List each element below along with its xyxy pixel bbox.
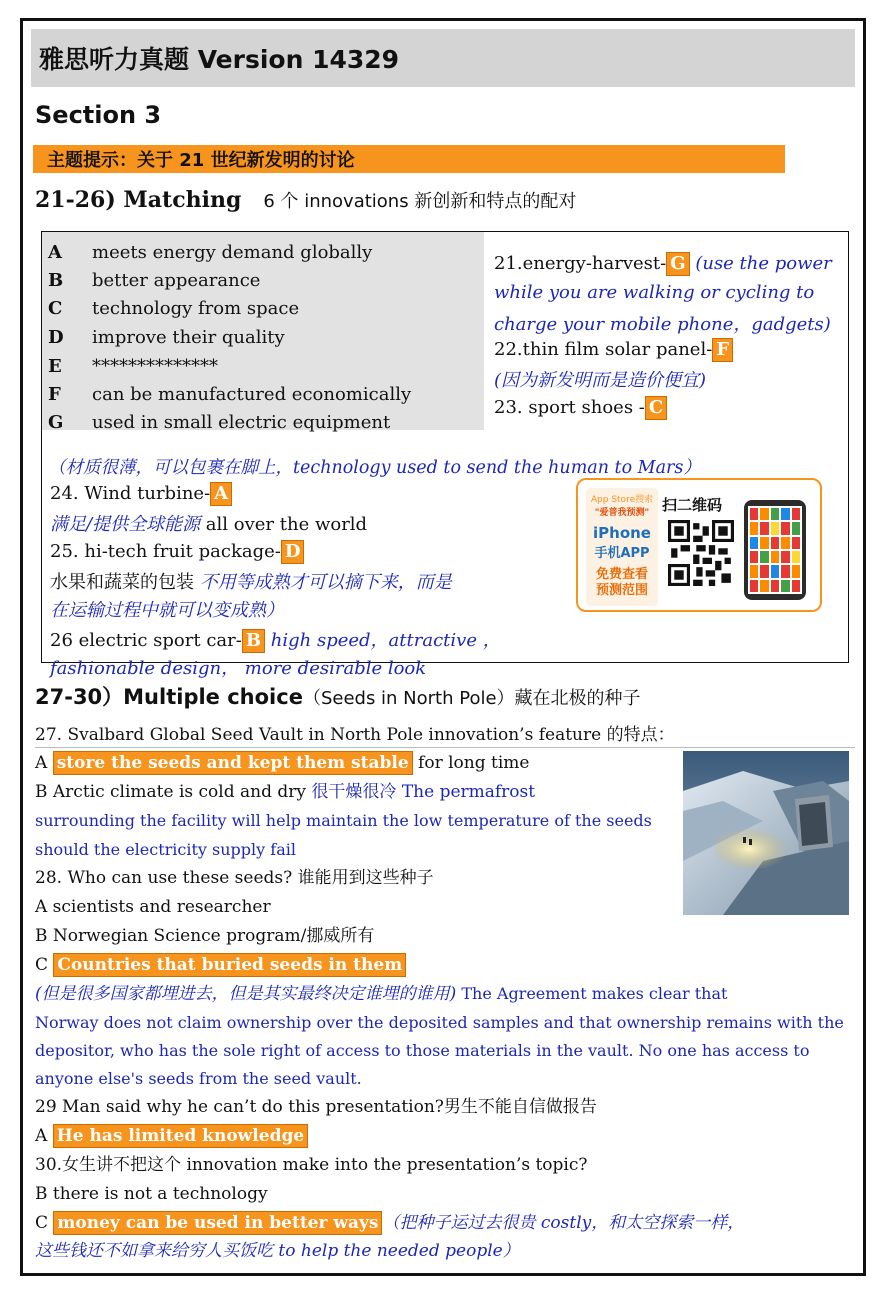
option-b: B better appearance <box>48 269 261 291</box>
answer-tag: Countries that buried seeds in them <box>53 953 406 977</box>
q26-line: 26 electric sport car- B high speed，attractive ， <box>50 630 501 651</box>
q21-note: while you are walking or cycling to <box>494 282 815 303</box>
q30-option-b: B there is not a technology <box>35 1184 268 1204</box>
q28-option-b: B Norwegian Science program/挪威所有 <box>35 926 375 946</box>
q22-note: (因为新发明而是造价便宜) <box>494 370 707 391</box>
answer-tag: F <box>712 338 733 362</box>
topic-bar: 主题提示：关于 21 世纪新发明的讨论 <box>33 145 785 173</box>
option-a: A meets energy demand globally <box>48 241 373 263</box>
option-g: G used in small electric equipment <box>48 411 391 433</box>
answer-tag: A <box>210 482 232 506</box>
q28-note: depositor, who has the sole right of access to those materials in the vault. No one has access to <box>35 1041 810 1060</box>
q25-note: 在运输过程中就可以变成熟） <box>50 600 284 621</box>
q21-note: charge your mobile phone，gadgets) <box>494 314 831 335</box>
matching-note: 6 个 innovations 新创新和特点的配对 <box>263 191 577 212</box>
q28-note: (但是很多国家都埋进去，但是其实最终决定谁埋的谁用) The Agreement makes clear that <box>35 984 728 1004</box>
q27-option-a: A store the seeds and kept them stable for long time <box>35 753 530 773</box>
mc-note: （Seeds in North Pole）藏在北极的种子 <box>302 688 641 709</box>
matching-title: 21-26) Matching <box>35 187 242 213</box>
q29-option-a: A He has limited knowledge <box>35 1122 855 1151</box>
q22-line: 22.thin film solar panel- F <box>494 338 733 362</box>
q24-note: 满足/提供全球能源 all over the world <box>50 514 368 535</box>
divider <box>35 747 855 748</box>
answer-tag: He has limited knowledge <box>53 1124 308 1148</box>
q24-line: 24. Wind turbine- A <box>50 482 232 506</box>
q29-text: 29 Man said why he can’t do this presentation?男生不能自信做报告 <box>35 1097 597 1117</box>
q27-b-note: surrounding the facility will help maintain the low temperature of the seeds <box>35 811 652 830</box>
q23-note: （材质很薄，可以包裹在脚上，technology used to send the human to Mars） <box>48 458 701 478</box>
q27-b-note: should the electricity supply fail <box>35 840 296 859</box>
q30-note: 这些钱还不如拿来给穷人买饭吃 to help the needed people） <box>35 1241 520 1261</box>
q21-line: 21.energy-harvest- G (use the power <box>494 253 832 274</box>
option-e: E ************** <box>48 355 218 377</box>
answer-tag: money can be used in better ways <box>53 1211 382 1235</box>
q28-option-c: C Countries that buried seeds in them <box>35 951 855 980</box>
phone-icon <box>744 500 806 600</box>
mc-heading <box>35 681 641 711</box>
q28-note: anyone else's seeds from the seed vault. <box>35 1069 362 1088</box>
q27-text: 27. Svalbard Global Seed Vault in North Pole innovation’s feature 的特点： <box>35 725 675 745</box>
page-title: 雅思听力真题 Version 14329 <box>31 29 855 87</box>
q30-text: 30.女生讲不把这个 innovation make into the presentation’s topic? <box>35 1155 588 1175</box>
q26-note: fashionable design， more desirable look <box>50 658 427 679</box>
matching-box <box>41 231 849 679</box>
answer-tag: store the seeds and kept them stable <box>53 751 413 775</box>
q25-note: 水果和蔬菜的包装 不用等成熟才可以摘下来，而是 <box>50 572 452 593</box>
mc-title: 27-30）Multiple choice <box>35 685 303 709</box>
section-title: Section 3 <box>35 101 162 129</box>
q28-text: 28. Who can use these seeds? 谁能用到这些种子 <box>35 868 434 888</box>
option-f: F can be manufactured economically <box>48 383 412 405</box>
scan-label: 扫二维码 <box>662 496 723 514</box>
qr-code-icon <box>668 520 734 586</box>
answer-tag: B <box>242 629 265 653</box>
option-d: D improve their quality <box>48 326 285 348</box>
answer-tag: G <box>666 252 689 276</box>
q25-line: 25. hi-tech fruit package- D <box>50 540 304 564</box>
q23-line: 23. sport shoes - C <box>494 396 667 420</box>
q27-option-b: B Arctic climate is cold and dry 很干燥很冷 The permafrost <box>35 782 536 802</box>
page-frame <box>20 18 866 1276</box>
answer-tag: C <box>645 396 667 420</box>
option-c: C technology from space <box>48 297 300 319</box>
qr-promo-card[interactable] <box>576 478 822 612</box>
q28-option-a: A scientists and researcher <box>35 897 271 917</box>
q28-note: Norway does not claim ownership over the deposited samples and that ownership remains with the <box>35 1013 844 1032</box>
app-promo: App Store搜索 "爱普我预测" iPhone 手机APP 免费查看 预测范围 <box>586 488 658 606</box>
answer-tag: D <box>281 540 305 564</box>
q30-option-c: C money can be used in better ways （把种子运过去很贵 costly，和太空探索一样， <box>35 1213 745 1233</box>
matching-heading <box>35 187 576 213</box>
